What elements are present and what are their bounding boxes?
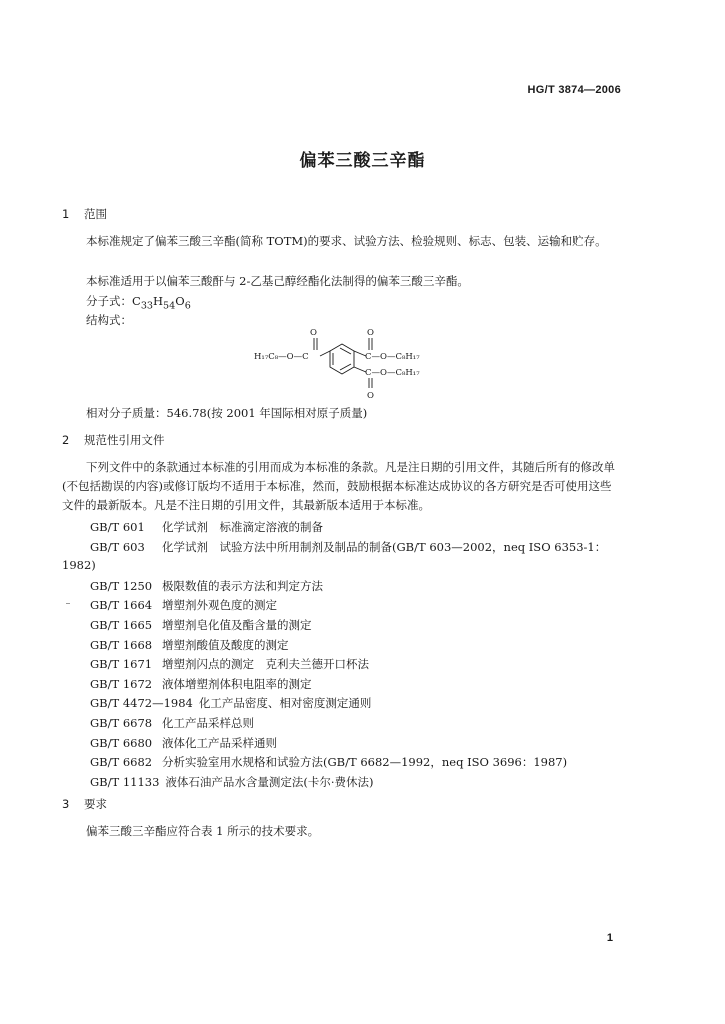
reference-code: GB/T 11133 — [90, 774, 160, 789]
reference-item — [90, 519, 323, 535]
reference-title: 液体增塑剂体积电阻率的测定 — [162, 676, 312, 691]
reference-item — [90, 597, 277, 613]
structure-label: 结构式： — [86, 313, 132, 327]
reference-item — [90, 695, 371, 711]
reference-title: 极限数值的表示方法和判定方法 — [162, 578, 323, 593]
margin-mark — [66, 603, 70, 604]
oxygen-right-top: O — [367, 328, 374, 338]
reference-item — [90, 656, 369, 672]
section-1-heading — [62, 206, 107, 222]
section-title: 规范性引用文件 — [84, 433, 165, 447]
reference-code: GB/T 1668 — [90, 637, 153, 652]
reference-code: GB/T 1664 — [90, 598, 153, 613]
formula-label: 分子式： — [86, 294, 132, 308]
section-2-para — [62, 458, 622, 515]
right-top-group: C—O—C₈H₁₇ — [365, 352, 420, 362]
formula-o-sub: 6 — [184, 300, 191, 312]
paragraph-text: 本标准规定了偏苯三酸三辛酯(简称 TOTM)的要求、试验方法、检验规则、标志、包装、运输和贮存。 — [86, 234, 607, 248]
reference-code: GB/T 1665 — [90, 618, 153, 632]
formula-c: C — [132, 294, 141, 308]
section-title: 要求 — [84, 797, 107, 811]
reference-item — [90, 539, 606, 555]
standard-code: HG/T 3874—2006 — [527, 84, 621, 96]
reference-title: 化工产品密度、相对密度测定通则 — [198, 696, 372, 711]
reference-item — [62, 558, 96, 572]
section-1-para-1 — [62, 232, 622, 251]
molecular-mass: 相对分子质量：546.78(按 2001 年国际相对原子质量) — [86, 406, 368, 420]
reference-item — [90, 754, 567, 770]
paragraph-text: 下列文件中的条款通过本标准的引用而成为本标准的条款。凡是注日期的引用文件，其随后所有的修改单(不包括勘误的内容)或修订版均不适用于本标准，然而，鼓励根据本标准达成协议的各方研究是否可使用这些文件的最新版本。凡是不注日期的引用文件，其最新版本适用于本标准。 — [62, 460, 615, 512]
page-number: 1 — [606, 932, 613, 944]
reference-item — [90, 637, 289, 653]
reference-title: 化学试剂 试验方法中所用制剂及制品的制备(GB/T 603—2002，neq ISO 6353-1： — [162, 539, 607, 554]
reference-title: 液体石油产品水含量测定法(卡尔·费休法) — [165, 774, 374, 789]
reference-title: 液体化工产品采样通则 — [162, 735, 277, 750]
reference-code: GB/T 4472—1984 — [90, 696, 193, 711]
reference-code: GB/T 601 — [90, 520, 145, 534]
reference-code: GB/T 1672 — [90, 676, 153, 691]
reference-title: 1982) — [62, 558, 96, 573]
reference-title: 增塑剂闪点的测定 克利夫兰德开口杯法 — [162, 657, 369, 672]
oxygen-right-bottom: O — [367, 391, 374, 401]
page-title: 偏苯三酸三辛酯 — [299, 151, 426, 171]
reference-code: GB/T 6682 — [90, 755, 153, 770]
reference-item — [90, 715, 254, 731]
reference-item — [90, 774, 374, 790]
section-3-heading — [62, 796, 107, 812]
reference-title: 化工产品采样总则 — [162, 716, 254, 730]
reference-title: 分析实验室用水规格和试验方法(GB/T 6682—1992，neq ISO 3696：1987) — [162, 755, 568, 770]
reference-code: GB/T 603 — [90, 539, 145, 554]
left-group: H₁₇C₈—O—C — [254, 352, 309, 362]
reference-code: GB/T 1250 — [90, 578, 153, 593]
reference-item — [90, 578, 323, 594]
section-title: 范围 — [84, 207, 107, 221]
section-number: 1 — [62, 207, 70, 221]
paragraph-text: 本标准适用于以偏苯三酸酐与 2-乙基己醇经酯化法制得的偏苯三酸三辛酯。 — [86, 274, 469, 288]
right-bottom-group: C—O—C₈H₁₇ — [365, 368, 420, 378]
formula-c-sub: 33 — [140, 300, 154, 312]
reference-title: 增塑剂酸值及酸度的测定 — [162, 637, 289, 652]
reference-item — [90, 676, 312, 692]
structural-formula — [254, 326, 454, 402]
section-number: 2 — [62, 433, 70, 447]
reference-code: GB/T 1671 — [90, 657, 153, 672]
reference-code: GB/T 6680 — [90, 735, 153, 750]
formula-h: H — [153, 294, 164, 308]
benzene-ring — [330, 344, 354, 374]
reference-code: GB/T 6678 — [90, 716, 153, 730]
paragraph-text: 偏苯三酸三辛酯应符合表 1 所示的技术要求。 — [86, 824, 320, 838]
formula-h-sub: 54 — [163, 300, 176, 312]
section-2-heading — [62, 432, 165, 448]
reference-item — [90, 617, 312, 633]
formula-o: O — [175, 294, 185, 308]
section-1-para-2 — [62, 272, 622, 291]
reference-title: 化学试剂 标准滴定溶液的制备 — [162, 520, 323, 534]
reference-item — [90, 735, 277, 751]
reference-title: 增塑剂皂化值及酯含量的测定 — [162, 618, 312, 632]
molecular-formula — [86, 293, 191, 311]
reference-title: 增塑剂外观色度的测定 — [162, 598, 277, 613]
oxygen-left: O — [310, 328, 317, 338]
section-number: 3 — [62, 797, 70, 811]
section-3-para — [62, 822, 622, 841]
